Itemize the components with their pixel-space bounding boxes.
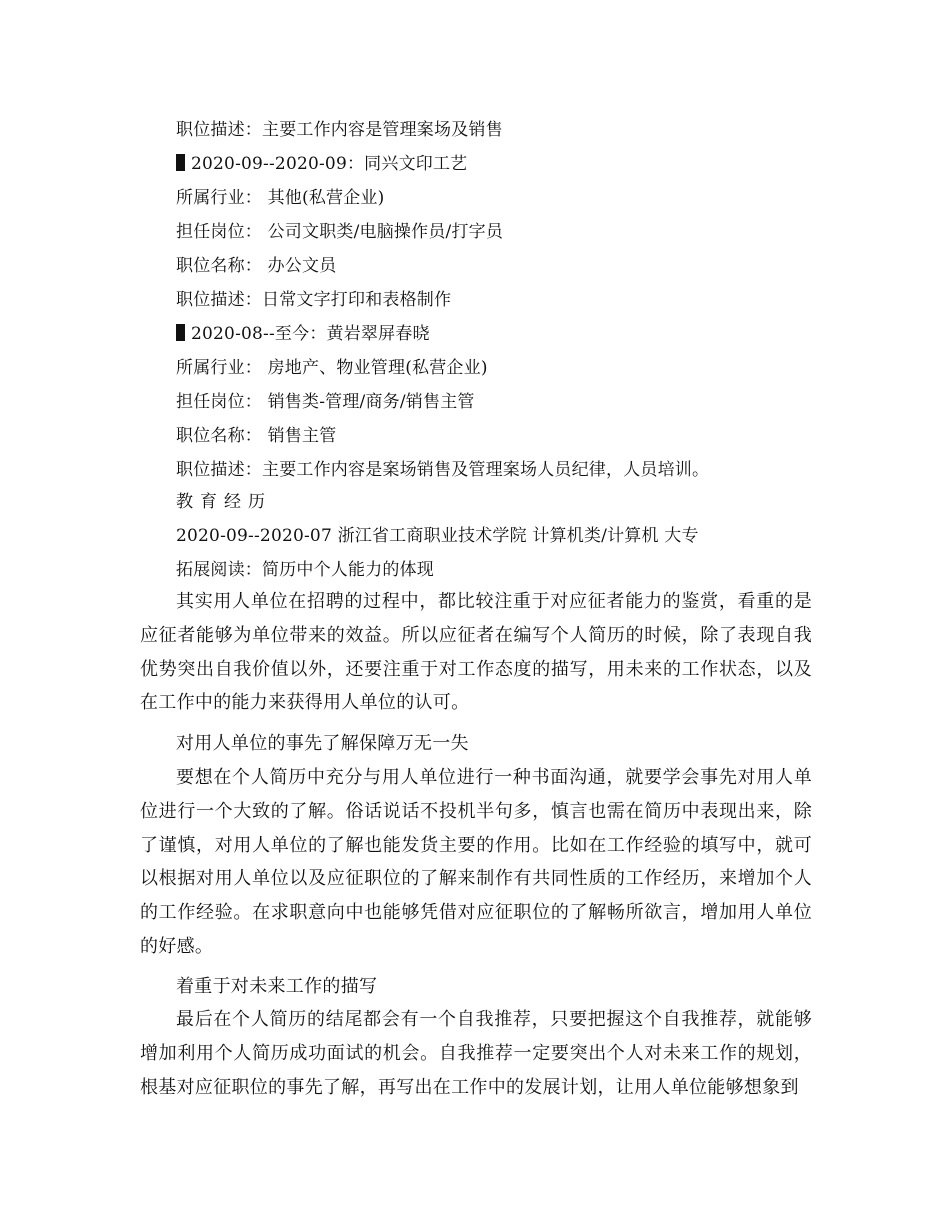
position-line: 担任岗位： 销售类-管理/商务/销售主管 [176, 392, 475, 412]
bullet-marker-icon [176, 324, 185, 341]
job-title-line: 职位名称： 办公文员 [176, 256, 337, 276]
job-description-line: 职位描述：主要工作内容是管理案场及销售 [176, 120, 503, 140]
job-title-line: 职位名称： 销售主管 [176, 426, 337, 446]
education-entry: 2020-09--2020-07 浙江省工商职业技术学院 计算机类/计算机 大专 [176, 526, 699, 546]
job-description-line: 职位描述：日常文字打印和表格制作 [176, 290, 452, 310]
paragraph-ability: 其实用人单位在招聘的过程中，都比较注重于对应征者能力的鉴赏，看重的是应征者能够为单位带来的效益。所以应征者在编写个人简历的时候，除了表现自我优势突出自我价值以外，还要注重于对工作态度的描写，用未来的工作状态，以及在工作中的能力来获得用人单位的认可。 [140, 591, 812, 714]
subheading-future-work: 着重于对未来工作的描写 [176, 976, 378, 997]
work-entry-header [176, 324, 430, 344]
position-line: 担任岗位： 公司文职类/电脑操作员/打字员 [176, 222, 504, 242]
subheading-employer-research: 对用人单位的事先了解保障万无一失 [176, 733, 469, 754]
work-entry-title: 2020-08--至今：黄岩翠屏春晓 [191, 324, 430, 344]
work-entry-title: 2020-09--2020-09：同兴文印工艺 [191, 154, 468, 174]
bullet-marker-icon [176, 154, 185, 171]
job-description-line: 职位描述：主要工作内容是案场销售及管理案场人员纪律，人员培训。 [176, 460, 710, 480]
education-heading: 教育经历 [176, 492, 272, 512]
extended-reading-title: 拓展阅读：简历中个人能力的体现 [176, 560, 434, 580]
work-entry-header [176, 154, 467, 174]
paragraph-future-work: 最后在个人简历的结尾都会有一个自我推荐，只要把握这个自我推荐，就能够增加利用个人简历成功面试的机会。自我推荐一定要突出个人对未来工作的规划，根基对应征职位的事先了解，再写出在工作中的发展计划，让用人单位能够想象到 [140, 1009, 812, 1098]
industry-line: 所属行业： 其他(私营企业) [176, 188, 385, 208]
industry-line: 所属行业： 房地产、物业管理(私营企业) [176, 358, 488, 378]
paragraph-employer-research: 要想在个人简历中充分与用人单位进行一种书面沟通，就要学会事先对用人单位进行一个大致的了解。俗话说话不投机半句多，慎言也需在简历中表现出来，除了谨慎，对用人单位的了解也能发货主要的作用。比如在工作经验的填写中，就可以根据对用人单位以及应征职位的了解来制作有共同性质的工作经历，来增加个人的工作经验。在求职意向中也能够凭借对应征职位的了解畅所欲言，增加用人单位的好感。 [140, 767, 812, 957]
